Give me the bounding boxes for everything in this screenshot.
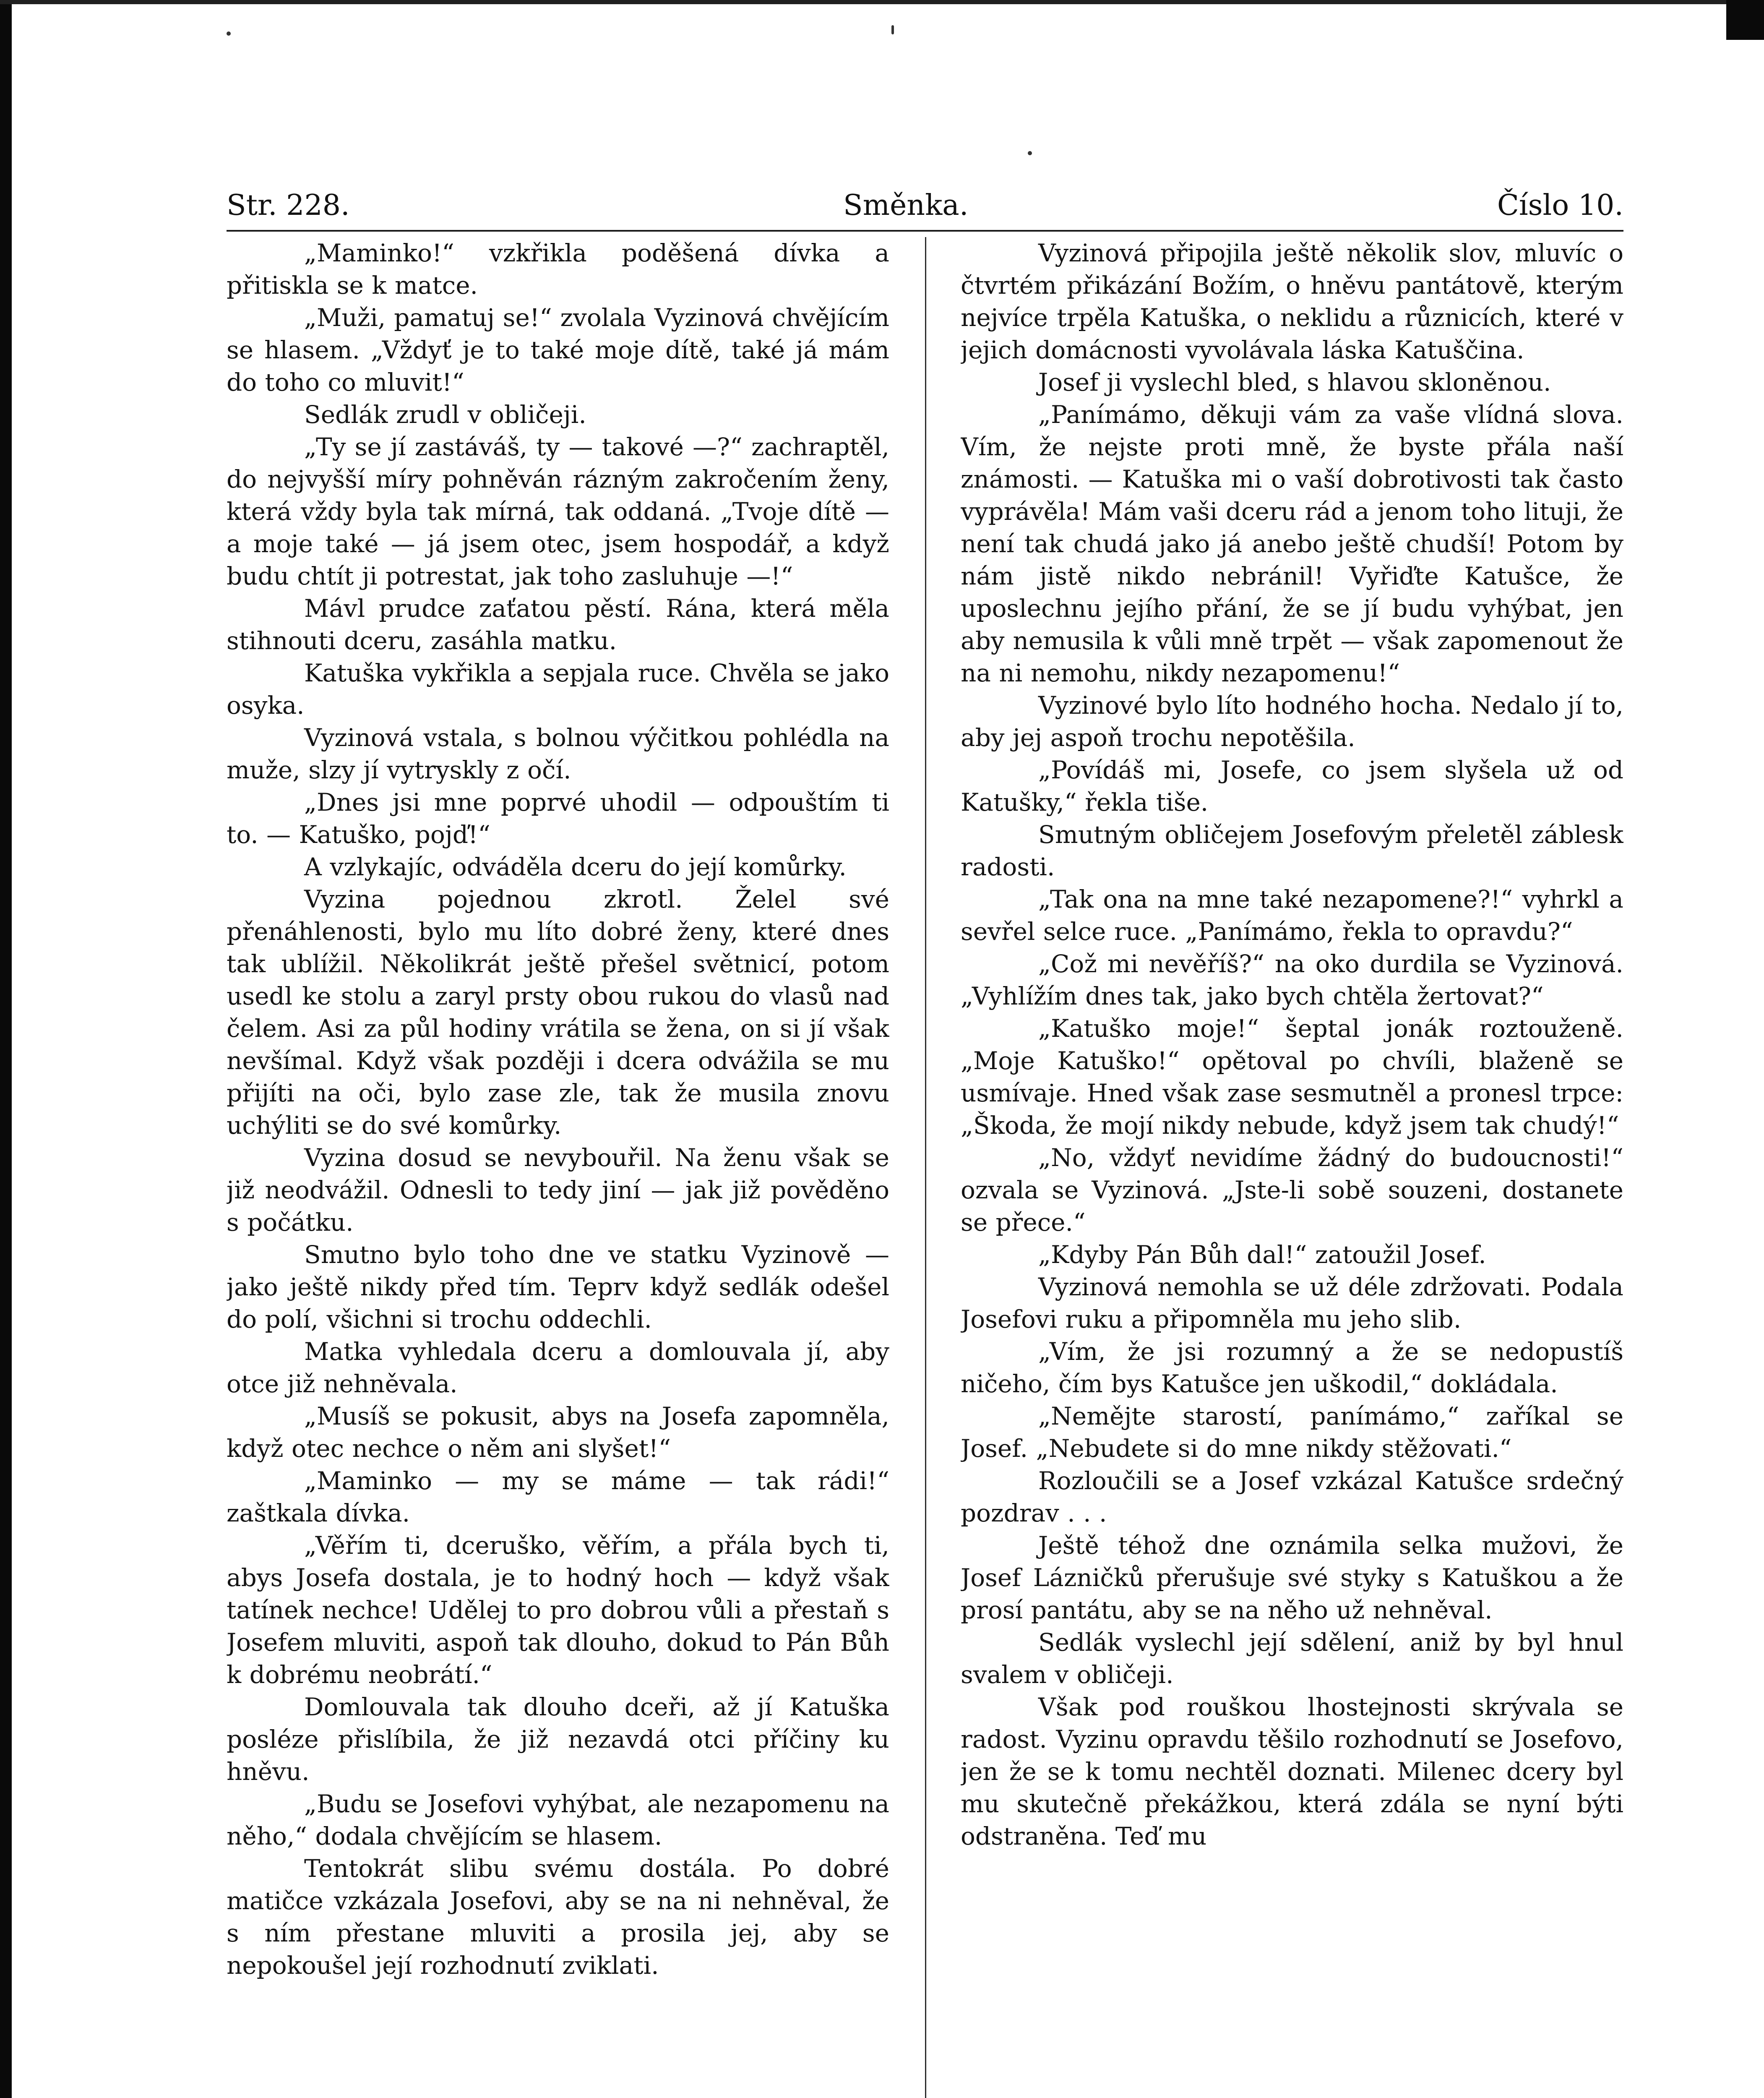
paragraph: Josef ji vyslechl bled, s hlavou skloněnou. [1038, 368, 1551, 397]
scan-border-left [0, 0, 12, 2098]
paragraph: Rozloučili se a Josef vzkázal Katušce srdečný pozdrav . . . [961, 1467, 1623, 1527]
paragraph: A vzlykajíc, odváděla dceru do její komůrky. [304, 853, 847, 881]
paragraph: Vyzinová nemohla se už déle zdržovati. Podala Josefovi ruku a připomněla mu jeho slib. [961, 1273, 1623, 1333]
scan-speck [1028, 151, 1032, 155]
right-column [961, 237, 1623, 2098]
issue-number: Číslo 10. [1497, 189, 1623, 222]
paragraph: Mávl prudce zaťatou pěstí. Rána, která měla stihnouti dceru, zasáhla matku. [227, 594, 889, 655]
scan-border-top [0, 0, 1764, 4]
paragraph: „Maminko!“ vzkřikla poděšená dívka a přitiskla se k matce. [227, 239, 889, 300]
page-number: Str. 228. [227, 189, 350, 222]
scan-corner-top-right [1726, 0, 1764, 40]
paragraph: „Musíš se pokusit, abys na Josefa zapomněla, když otec nechce o něm ani slyšet!“ [227, 1402, 889, 1463]
paragraph: „Vím, že jsi rozumný a že se nedopustíš ničeho, čím bys Katušce jen uškodil,“ dokládala. [961, 1337, 1623, 1398]
paragraph: Sedlák vyslechl její sdělení, aniž by byl hnul svalem v obličeji. [961, 1628, 1623, 1689]
left-column [227, 237, 889, 2098]
scan-speck [227, 31, 231, 36]
paragraph: „Katuško moje!“ šeptal jonák roztouženě. „Moje Katuško!“ opětoval po chvíli, blaženě se usmívaje. Hned však zase sesmutněl a pronesl trpce: „Škoda, že mojí nikdy nebude, když jsem tak chudý!“ [961, 1014, 1623, 1140]
paragraph: „Muži, pamatuj se!“ zvolala Vyzinová chvějícím se hlasem. „Vždyť je to také moje dítě, také já mám do toho co mluvit!“ [227, 303, 889, 397]
paragraph: „Ty se jí zastáváš, ty — takové —?“ zachraptěl, do nejvyšší míry pohněván rázným zakročením ženy, která vždy byla tak mírná, tak oddaná. „Tvoje dítě — a moje také — já jsem otec, jsem hospodář, a když budu chtít ji potrestat, jak toho zasluhuje —!“ [227, 433, 889, 590]
paragraph: Vyzinové bylo líto hodného hocha. Nedalo jí to, aby jej aspoň trochu nepotěšila. [961, 691, 1623, 752]
paragraph: Matka vyhledala dceru a domlouvala jí, aby otce již nehněvala. [227, 1337, 889, 1398]
paragraph: Vyzina dosud se nevybouřil. Na ženu však se již neodvážil. Odnesli to tedy jiní — jak již pověděno s počátku. [227, 1143, 889, 1237]
text-columns [227, 237, 1623, 2098]
running-header [227, 180, 1623, 231]
paragraph: Tentokrát slibu svému dostála. Po dobré matičce vzkázala Josefovi, aby se na ni nehněval, že s ním přestane mluviti a prosila jej, aby se nepokoušel její rozhodnutí zviklati. [227, 1854, 889, 1980]
running-title: Směnka. [843, 189, 969, 222]
column-divider [925, 237, 926, 2098]
paragraph: Vyzina pojednou zkrotl. Želel své přenáhlenosti, bylo mu líto dobré ženy, které dnes tak ublížil. Několikrát ještě přešel světnicí, potom usedl ke stolu a zaryl prsty obou rukou do vlasů nad čelem. Asi za půl hodiny vrátila se žena, on si jí však nevšímal. Když však později i dcera odvážila se mu přijíti na oči, bylo zase zle, tak že musila znovu uchýliti se do své komůrky. [227, 885, 889, 1140]
paragraph: Smutným obličejem Josefovým přeletěl záblesk radosti. [961, 820, 1623, 881]
header-rule [227, 230, 1623, 232]
paragraph: „Dnes jsi mne poprvé uhodil — odpouštím ti to. — Katuško, pojď!“ [227, 788, 889, 849]
paragraph: „Tak ona na mne také nezapomene?!“ vyhrkl a sevřel selce ruce. „Panímámo, řekla to opravdu?“ [961, 885, 1623, 946]
paragraph: Vyzinová vstala, s bolnou výčitkou pohlédla na muže, slzy jí vytryskly z očí. [227, 723, 889, 784]
paragraph: Sedlák zrudl v obličeji. [304, 400, 586, 429]
paragraph: „Věřím ti, dceruško, věřím, a přála bych ti, abys Josefa dostala, je to hodný hoch — když však tatínek nechce! Udělej to pro dobrou vůli a přestaň s Josefem mluviti, aspoň tak dlouho, dokud to Pán Bůh k dobrému neobrátí.“ [227, 1531, 889, 1689]
document-page [227, 180, 1623, 1980]
paragraph: Domlouvala tak dlouho dceři, až jí Katuška posléze přislíbila, že již nezavdá otci příčiny ku hněvu. [227, 1693, 889, 1786]
paragraph: „Povídáš mi, Josefe, co jsem slyšela už od Katušky,“ řekla tiše. [961, 756, 1623, 817]
paragraph: „Maminko — my se máme — tak rádi!“ zaštkala dívka. [227, 1467, 889, 1527]
paragraph: „Což mi nevěříš?“ na oko durdila se Vyzinová. „Vyhlížím dnes tak, jako bych chtěla žertovat?“ [961, 950, 1623, 1010]
paragraph: Smutno bylo toho dne ve statku Vyzinově — jako ještě nikdy před tím. Teprv když sedlák odešel do polí, všichni si trochu oddechli. [227, 1240, 889, 1333]
paragraph: „Kdyby Pán Bůh dal!“ zatoužil Josef. [1038, 1240, 1486, 1269]
scan-speck [891, 25, 894, 34]
paragraph: „Nemějte starostí, panímámo,“ zaříkal se Josef. „Nebudete si do mne nikdy stěžovati.“ [961, 1402, 1623, 1463]
paragraph: Ještě téhož dne oznámila selka mužovi, že Josef Lázničků přerušuje své styky s Katuškou a že prosí pantátu, aby se na něho už nehněval. [961, 1531, 1623, 1624]
paragraph: Vyzinová připojila ještě několik slov, mluvíc o čtvrtém přikázání Božím, o hněvu pantátově, kterým nejvíce trpěla Katuška, o neklidu a různicích, které v jejich domácnosti vyvolávala láska Katuščina. [961, 239, 1623, 364]
paragraph: „Panímámo, děkuji vám za vaše vlídná slova. Vím, že nejste proti mně, že byste přála naší známosti. — Katuška mi o vaší dobrotivosti tak často vyprávěla! Mám vaši dceru rád a jenom toho lituji, že není tak chudá jako já anebo ještě chudší! Potom by nám jistě nikdo nebránil! Vyřiďte Katušce, že uposlechnu jejího přání, že se jí budu vyhýbat, jen aby nemusila k vůli mně trpět — však zapomenout že na ni nemohu, nikdy nezapomenu!“ [961, 400, 1623, 687]
paragraph: „Budu se Josefovi vyhýbat, ale nezapomenu na něho,“ dodala chvějícím se hlasem. [227, 1790, 889, 1850]
paragraph: Však pod rouškou lhostejnosti skrývala se radost. Vyzinu opravdu těšilo rozhodnutí se Josefovo, jen že se k tomu nechtěl doznati. Milenec dcery byl mu skutečně překážkou, která zdála se nyní býti odstraněna. Teď mu [961, 1693, 1623, 1850]
paragraph: Katuška vykřikla a sepjala ruce. Chvěla se jako osyka. [227, 659, 889, 720]
paragraph: „No, vždyť nevidíme žádný do budoucnosti!“ ozvala se Vyzinová. „Jste-li sobě souzeni, dostanete se přece.“ [961, 1143, 1623, 1237]
